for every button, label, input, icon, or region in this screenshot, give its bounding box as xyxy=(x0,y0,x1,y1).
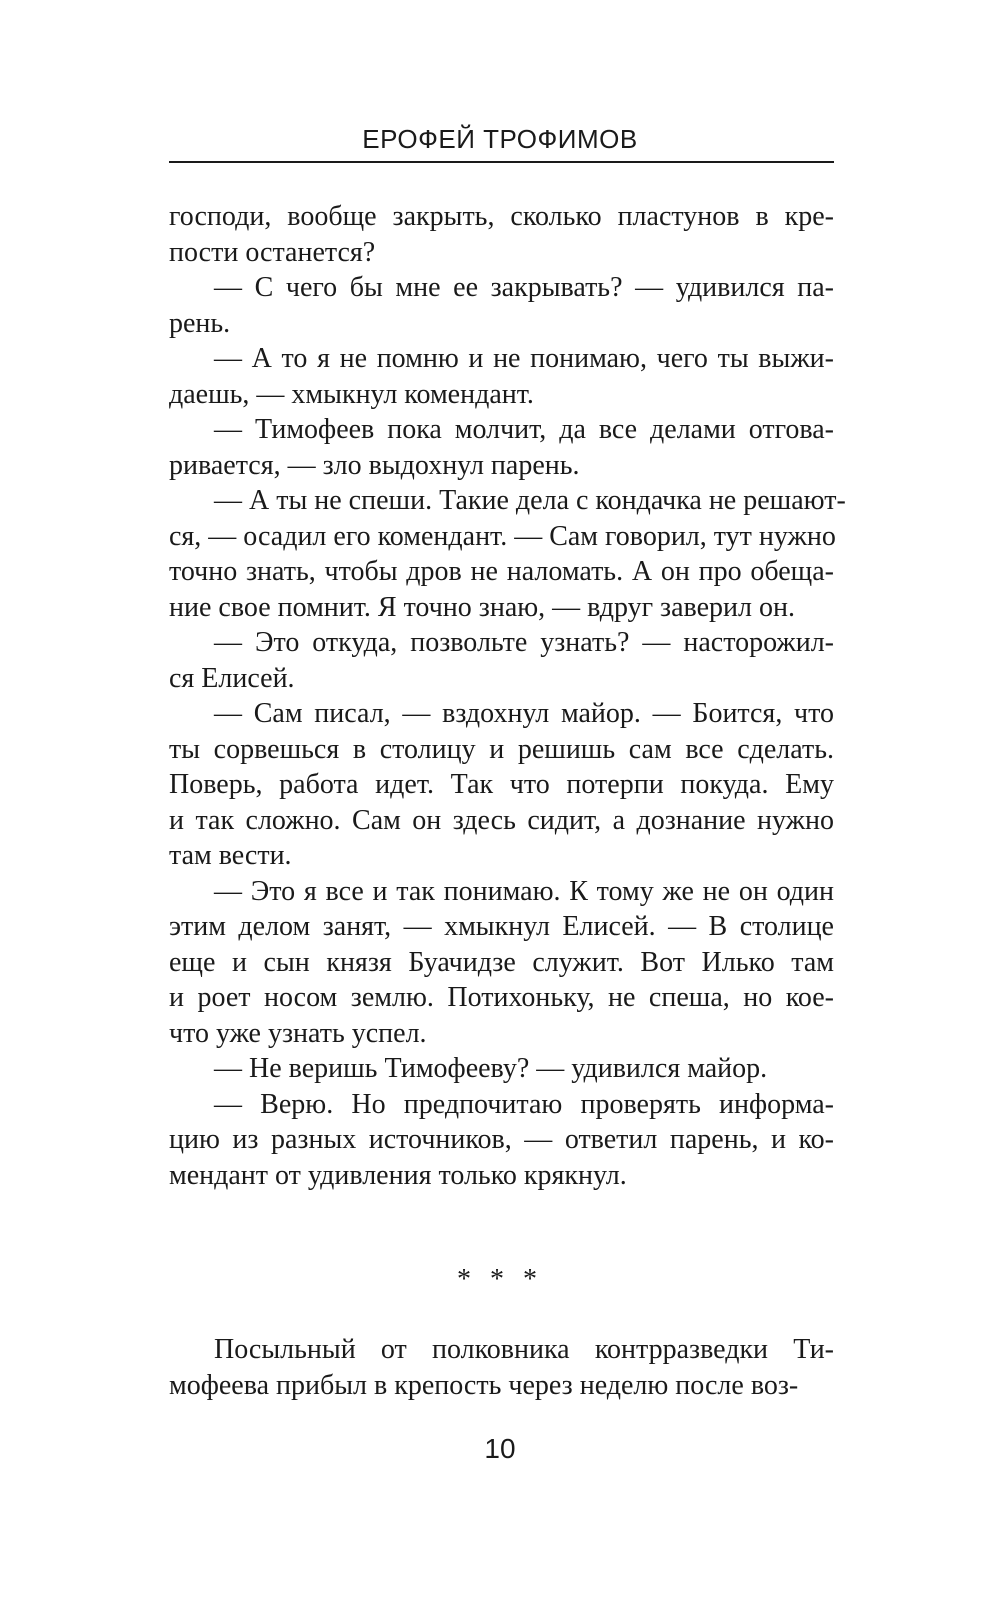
text-line: что уже узнать успел. xyxy=(169,1017,427,1049)
text-line: — Верю. Но предпочитаю проверять информа- xyxy=(214,1088,834,1120)
next-section-text xyxy=(169,1332,834,1403)
header-rule xyxy=(169,161,834,163)
text-line: ты сорвешься в столицу и решишь сам все сделать. xyxy=(169,733,834,765)
paragraph xyxy=(169,412,834,483)
paragraph xyxy=(169,1087,834,1194)
paragraph xyxy=(169,483,846,625)
paragraph xyxy=(169,341,834,412)
paragraph xyxy=(169,270,834,341)
text-line: пости останется? xyxy=(169,236,376,268)
text-line: мофеева прибыл в крепость через неделю после воз- xyxy=(169,1369,799,1401)
text-line: ся, — осадил его комендант. — Сам говорил, тут нужно xyxy=(169,520,836,552)
text-line: и так сложно. Сам он здесь сидит, а дознание нужно xyxy=(169,804,834,836)
paragraph xyxy=(169,874,834,1052)
text-line: там вести. xyxy=(169,840,292,871)
text-line: — С чего бы мне ее закрывать? — удивился па- xyxy=(214,272,834,303)
paragraph xyxy=(169,696,834,874)
main-text xyxy=(169,199,846,1193)
paragraph xyxy=(169,1332,834,1403)
text-line: — А ты не спеши. Такие дела с кондачка не решают- xyxy=(214,485,846,516)
text-line: цию из разных источников, — ответил парень, и ко- xyxy=(169,1124,834,1155)
text-line: ние свое помнит. Я точно знаю, — вдруг заверил он. xyxy=(169,591,795,623)
text-line: мендант от удивления только крякнул. xyxy=(169,1159,627,1191)
text-line: этим делом занят, — хмыкнул Елисей. — В столице xyxy=(169,911,834,942)
paragraph xyxy=(169,199,834,270)
text-line: — Сам писал, — вздохнул майор. — Боится, что xyxy=(214,698,834,729)
text-line: ся Елисей. xyxy=(169,662,295,694)
paragraph xyxy=(169,1051,834,1087)
page-number: 10 xyxy=(484,1433,516,1464)
text-line: — Не веришь Тимофееву? — удивился майор. xyxy=(214,1053,768,1084)
text-line: ривается, — зло выдохнул парень. xyxy=(169,449,580,481)
running-title: ЕРОФЕЙ ТРОФИМОВ xyxy=(362,124,638,154)
text-line: — Тимофеев пока молчит, да все делами отгова- xyxy=(214,414,834,445)
text-line: даешь, — хмыкнул комендант. xyxy=(169,378,534,410)
text-line: Посыльный от полковника контрразведки Ти- xyxy=(214,1334,834,1365)
section-break: * * * xyxy=(457,1264,543,1295)
text-line: Поверь, работа идет. Так что потерпи покуда. Ему xyxy=(169,769,834,800)
text-line: — А то я не помню и не понимаю, чего ты выжи- xyxy=(214,343,834,374)
text-line: — Это откуда, позвольте узнать? — насторожил- xyxy=(214,627,834,658)
paragraph xyxy=(169,625,834,696)
text-line: господи, вообще закрыть, сколько пластунов в кре- xyxy=(169,201,834,232)
text-line: рень. xyxy=(169,307,231,339)
text-line: и роет носом землю. Потихоньку, не спеша, но кое- xyxy=(169,982,834,1013)
text-line: — Это я все и так понимаю. К тому же не он один xyxy=(214,875,834,907)
text-line: еще и сын князя Буачидзе служит. Вот Илько там xyxy=(169,946,834,978)
text-line: точно знать, чтобы дров не наломать. А он про обеща- xyxy=(169,556,834,587)
